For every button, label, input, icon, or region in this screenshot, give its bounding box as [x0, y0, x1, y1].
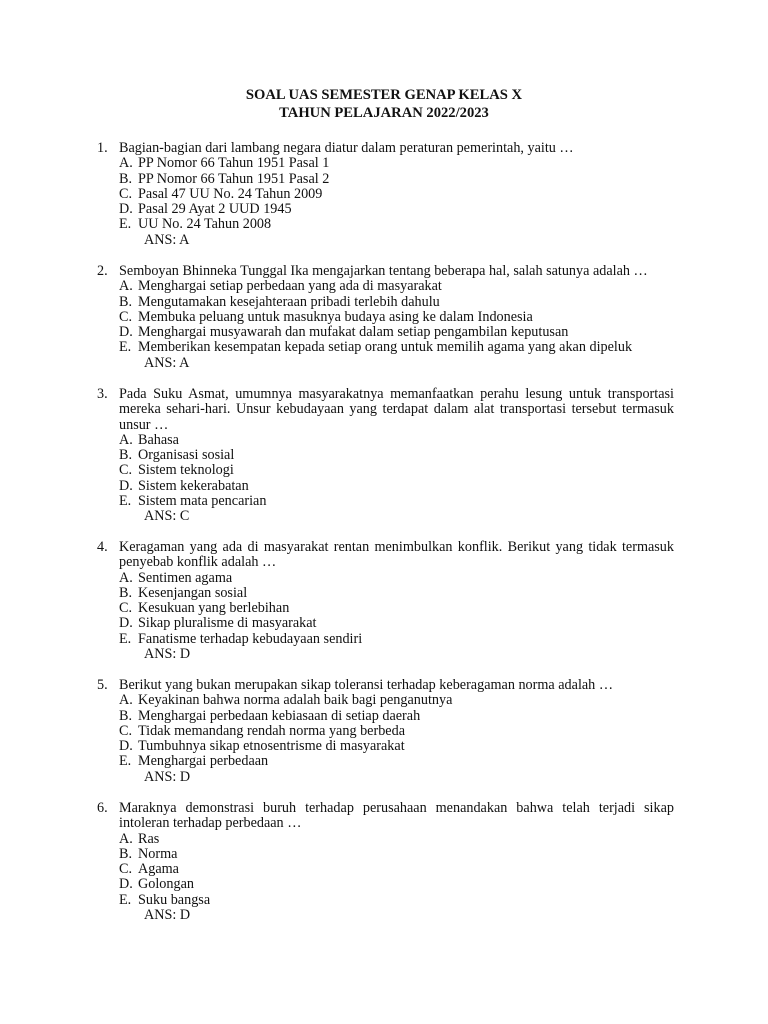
option-text: Mengutamakan kesejahteraan pribadi terlebih dahulu	[138, 293, 440, 310]
title-line-1: SOAL UAS SEMESTER GENAP KELAS X	[245, 87, 523, 103]
option-text: Sikap pluralisme di masyarakat	[138, 615, 317, 632]
option-text: Pasal 47 UU No. 24 Tahun 2009	[138, 185, 323, 202]
question-number: 2.	[97, 263, 108, 279]
option-item	[119, 279, 674, 294]
question-number: 3.	[97, 386, 108, 402]
question-1	[97, 141, 674, 248]
question-5	[97, 678, 674, 785]
option-item	[119, 310, 674, 325]
option-text: Suku bangsa	[138, 891, 211, 908]
option-item	[119, 295, 674, 310]
option-item	[119, 724, 674, 739]
option-letter: B.	[119, 170, 133, 187]
option-text: Sentimen agama	[138, 569, 233, 586]
option-text: PP Nomor 66 Tahun 1951 Pasal 1	[138, 155, 330, 172]
option-letter: E.	[119, 753, 132, 770]
option-text: Pasal 29 Ayat 2 UUD 1945	[138, 201, 292, 218]
option-letter: D.	[119, 477, 133, 494]
question-2	[97, 264, 674, 371]
option-text: Menghargai setiap perbedaan yang ada di masyarakat	[138, 278, 442, 295]
option-item	[119, 754, 674, 769]
question-stem: Pada Suku Asmat, umumnya masyarakatnya memanfaatkan perahu lesung untuk transportasi mereka sehari-hari. Unsur kebudayaan yang terdapat dalam alat transportasi tersebut termasuk unsur …	[119, 386, 674, 433]
option-letter: C.	[119, 185, 133, 202]
option-letter: A.	[119, 155, 133, 172]
option-item	[119, 632, 674, 647]
option-letter: E.	[119, 891, 132, 908]
option-letter: D.	[119, 324, 133, 341]
option-letter: D.	[119, 201, 133, 218]
question-number: 4.	[97, 539, 108, 555]
option-letter: B.	[119, 293, 133, 310]
option-text: Norma	[138, 845, 178, 862]
document-title	[0, 86, 768, 122]
question-3	[97, 387, 674, 525]
option-list	[119, 156, 674, 248]
option-letter: E.	[119, 216, 132, 233]
option-letter: E.	[119, 493, 132, 510]
option-text: Fanatisme terhadap kebudayaan sendiri	[138, 630, 363, 647]
option-item	[119, 202, 674, 217]
question-stem: Berikut yang bukan merupakan sikap toleransi terhadap keberagaman norma adalah …	[119, 677, 614, 693]
option-item	[119, 494, 674, 509]
option-item	[119, 862, 674, 877]
question-6	[97, 801, 674, 923]
option-text: Golongan	[138, 876, 194, 893]
option-letter: C.	[119, 600, 133, 617]
option-text: Tumbuhnya sikap etnosentrisme di masyarakat	[138, 738, 405, 755]
title-line-2: TAHUN PELAJARAN 2022/2023	[279, 105, 489, 121]
option-item	[119, 847, 674, 862]
option-letter: C.	[119, 722, 133, 739]
option-letter: C.	[119, 462, 133, 479]
question-stem: Keragaman yang ada di masyarakat rentan menimbulkan konflik. Berikut yang tidak termasuk penyebab konflik adalah …	[119, 539, 674, 571]
option-letter: B.	[119, 584, 133, 601]
option-list	[119, 832, 674, 924]
option-item	[119, 463, 674, 478]
question-number: 5.	[97, 677, 108, 693]
option-text: Menghargai perbedaan	[138, 753, 269, 770]
option-text: UU No. 24 Tahun 2008	[138, 216, 272, 233]
option-item	[119, 877, 674, 892]
option-letter: C.	[119, 308, 133, 325]
option-letter: A.	[119, 431, 133, 448]
option-letter: A.	[119, 278, 133, 295]
option-letter: E.	[119, 339, 132, 356]
question-4	[97, 540, 674, 662]
option-item	[119, 616, 674, 631]
option-list	[119, 433, 674, 525]
option-item	[119, 325, 674, 340]
option-text: Sistem teknologi	[138, 462, 234, 479]
option-text: Kesenjangan sosial	[138, 584, 248, 601]
option-list	[119, 279, 674, 371]
question-stem: Bagian-bagian dari lambang negara diatur dalam peraturan pemerintah, yaitu …	[119, 140, 574, 156]
option-letter: A.	[119, 830, 133, 847]
question-stem: Maraknya demonstrasi buruh terhadap perusahaan menandakan bahwa telah terjadi sikap intoleran terhadap perbedaan …	[119, 800, 674, 832]
option-item	[119, 693, 674, 708]
option-item	[119, 739, 674, 754]
option-text: Bahasa	[138, 431, 179, 448]
option-text: Sistem mata pencarian	[138, 493, 267, 510]
option-list	[119, 571, 674, 663]
option-item	[119, 832, 674, 847]
question-number: 1.	[97, 140, 108, 156]
option-item	[119, 340, 674, 355]
option-letter: D.	[119, 876, 133, 893]
answer-key: ANS: A	[144, 231, 190, 248]
option-item	[119, 601, 674, 616]
option-item	[119, 172, 674, 187]
option-text: Menghargai musyawarah dan mufakat dalam setiap pengambilan keputusan	[138, 324, 569, 341]
option-letter: B.	[119, 707, 133, 724]
answer-key: ANS: D	[144, 646, 191, 663]
answer-key: ANS: D	[144, 768, 191, 785]
option-list	[119, 693, 674, 785]
question-number: 6.	[97, 800, 108, 816]
option-item	[119, 217, 674, 232]
option-text: Membuka peluang untuk masuknya budaya asing ke dalam Indonesia	[138, 308, 533, 325]
option-text: Menghargai perbedaan kebiasaan di setiap daerah	[138, 707, 421, 724]
option-letter: A.	[119, 569, 133, 586]
option-item	[119, 448, 674, 463]
option-item	[119, 709, 674, 724]
option-item	[119, 893, 674, 908]
answer-key: ANS: C	[144, 508, 190, 525]
option-text: Sistem kekerabatan	[138, 477, 249, 494]
option-letter: B.	[119, 447, 133, 464]
answer-key: ANS: D	[144, 907, 191, 924]
option-item	[119, 433, 674, 448]
option-text: Tidak memandang rendah norma yang berbeda	[138, 722, 405, 739]
answer-key: ANS: A	[144, 354, 190, 371]
option-item	[119, 187, 674, 202]
option-text: Memberikan kesempatan kepada setiap orang untuk memilih agama yang akan dipeluk	[138, 339, 633, 356]
option-text: Organisasi sosial	[138, 447, 235, 464]
option-letter: B.	[119, 845, 133, 862]
option-letter: A.	[119, 692, 133, 709]
option-item	[119, 479, 674, 494]
option-letter: E.	[119, 630, 132, 647]
option-text: Ras	[138, 830, 160, 847]
option-text: Keyakinan bahwa norma adalah baik bagi penganutnya	[138, 692, 453, 709]
option-letter: D.	[119, 615, 133, 632]
question-stem: Semboyan Bhinneka Tunggal Ika mengajarkan tentang beberapa hal, salah satunya adalah …	[119, 263, 648, 279]
option-item	[119, 586, 674, 601]
option-text: Agama	[138, 861, 179, 878]
option-text: Kesukuan yang berlebihan	[138, 600, 290, 617]
option-letter: C.	[119, 861, 133, 878]
option-text: PP Nomor 66 Tahun 1951 Pasal 2	[138, 170, 330, 187]
option-item	[119, 571, 674, 586]
option-item	[119, 156, 674, 171]
option-letter: D.	[119, 738, 133, 755]
